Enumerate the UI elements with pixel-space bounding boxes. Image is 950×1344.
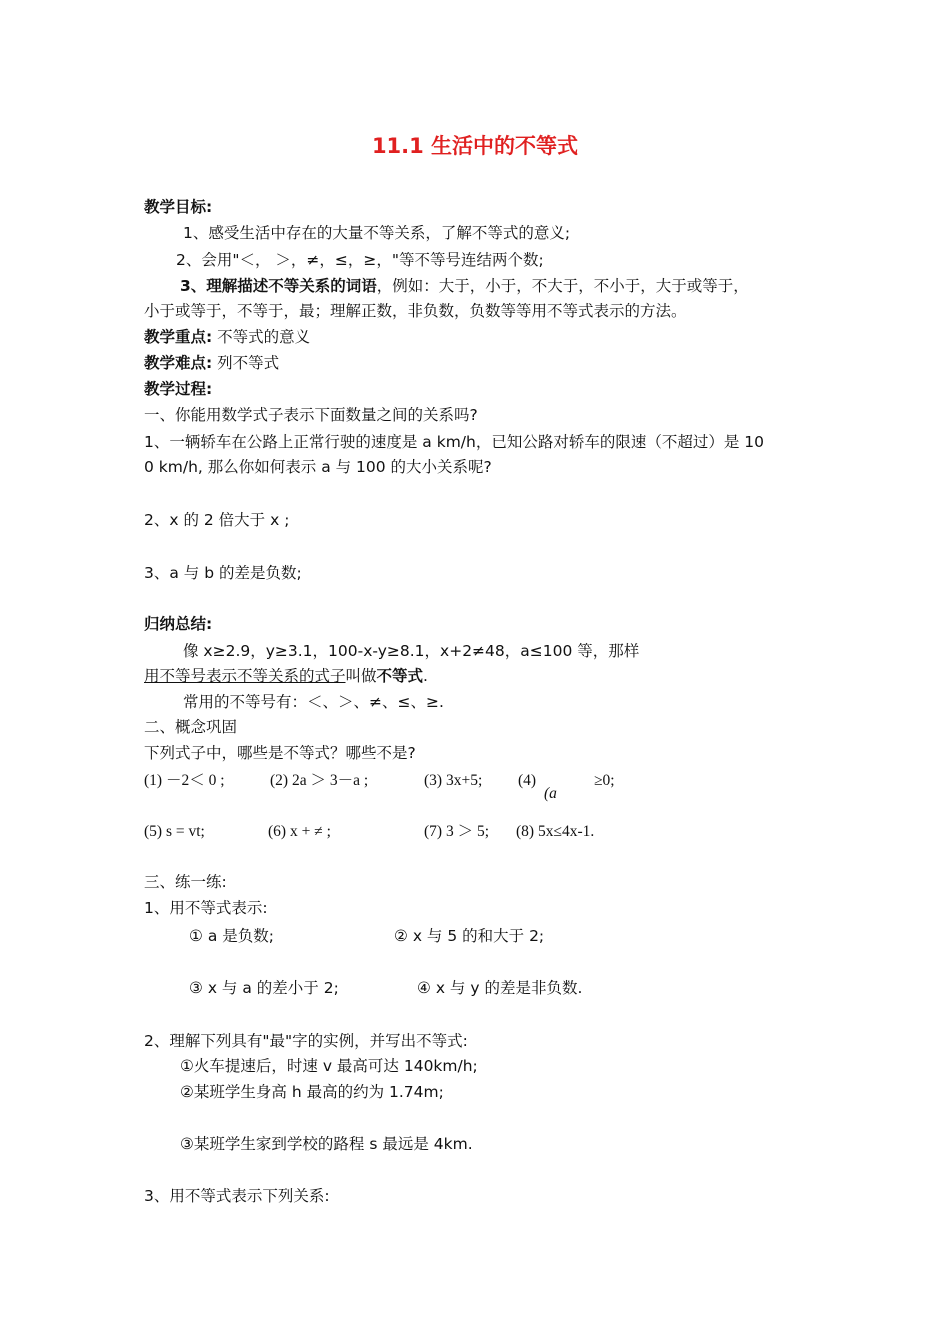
expr-6: (6) x + ≠ ; xyxy=(268,823,331,840)
expr-7: (7) 3 ＞ 5; xyxy=(424,823,490,840)
practice-1-a: ① a 是负数; xyxy=(189,927,274,945)
objective-2: 2、会用"＜， ＞，≠，≤，≥，"等不等号连结两个数; xyxy=(176,251,544,269)
expr-4-paren: (a xyxy=(544,785,557,802)
key-point xyxy=(144,327,310,347)
objective-3-bold: 3、理解描述不等关系的词语 xyxy=(180,277,377,295)
expr-5: (5) s = vt; xyxy=(144,823,205,840)
key-point-text: 不等式的意义 xyxy=(217,328,311,346)
question-3: 3、a 与 b 的差是负数; xyxy=(144,564,302,582)
practice-2-b: ②某班学生身高 h 最高的约为 1.74m; xyxy=(180,1083,444,1101)
expr-2: (2) 2a ＞ 3－a ; xyxy=(270,772,369,789)
key-point-label: 教学重点: xyxy=(144,328,213,346)
section3-heading: 三、练一练: xyxy=(144,873,227,891)
difficulty-text: 列不等式 xyxy=(217,354,280,372)
objective-1: 1、感受生活中存在的大量不等关系，了解不等式的意义; xyxy=(183,224,571,242)
summary-definition: 用不等号表示不等关系的式子 xyxy=(144,667,346,685)
section2-prompt: 下列式子中，哪些是不等式？哪些不是? xyxy=(144,744,416,762)
objective-3-rest: ，例如：大于，小于，不大于，不小于，大于或等于， xyxy=(376,277,749,295)
summary-line1: 像 x≥2.9，y≥3.1，100-x-y≥8.1，x+2≠48，a≤100 等，那样 xyxy=(183,642,640,660)
practice-1-b: ② x 与 5 的和大于 2; xyxy=(394,927,545,945)
practice-1: 1、用不等式表示: xyxy=(144,899,268,917)
expr-4-number: (4) xyxy=(518,772,537,789)
summary-mid: 叫做 xyxy=(345,667,377,685)
practice-1-d: ④ x 与 y 的差是非负数. xyxy=(417,979,583,997)
practice-2-c: ③某班学生家到学校的路程 s 最远是 4km. xyxy=(180,1135,473,1153)
expr-3: (3) 3x+5; xyxy=(424,772,483,789)
expr-1: (1) －2＜ 0 ; xyxy=(144,772,225,789)
summary-term: 不等式 xyxy=(376,667,424,685)
difficulty-label: 教学难点: xyxy=(144,354,213,372)
objectives-heading: 教学目标: xyxy=(144,198,213,216)
practice-1-c: ③ x 与 a 的差小于 2; xyxy=(189,979,339,997)
question-2: 2、x 的 2 倍大于 x ; xyxy=(144,511,290,529)
question-1-line1: 1、一辆轿车在公路上正常行驶的速度是 a km/h，已知公路对轿车的限速（不超过）是 10 xyxy=(144,433,764,451)
practice-3: 3、用不等式表示下列关系: xyxy=(144,1187,330,1205)
process-label: 教学过程: xyxy=(144,380,213,398)
summary-line3: 常用的不等号有：＜、＞、≠、≤、≥. xyxy=(183,693,444,711)
practice-2-a: ①火车提速后，时速 v 最高可达 140km/h; xyxy=(180,1057,478,1075)
objective-3-line2: 小于或等于，不等于，最；理解正数，非负数，负数等等用不等式表示的方法。 xyxy=(144,302,687,320)
section2-heading: 二、概念巩固 xyxy=(144,718,238,736)
practice-2: 2、理解下列具有"最"字的实例，并写出不等式: xyxy=(144,1032,468,1050)
difficulty xyxy=(144,353,279,373)
summary-end: . xyxy=(423,667,428,685)
page-title: 11.1 生活中的不等式 xyxy=(371,134,579,158)
expr-4-rest: ≥0; xyxy=(594,772,615,789)
summary-heading: 归纳总结: xyxy=(144,615,213,633)
summary-line2 xyxy=(144,666,428,686)
question-1-line2: 0 km/h, 那么你如何表示 a 与 100 的大小关系呢? xyxy=(144,458,492,476)
section1-heading: 一、你能用数学式子表示下面数量之间的关系吗? xyxy=(144,406,478,424)
objective-3 xyxy=(180,276,749,296)
expr-8: (8) 5x≤4x-1. xyxy=(516,823,595,840)
